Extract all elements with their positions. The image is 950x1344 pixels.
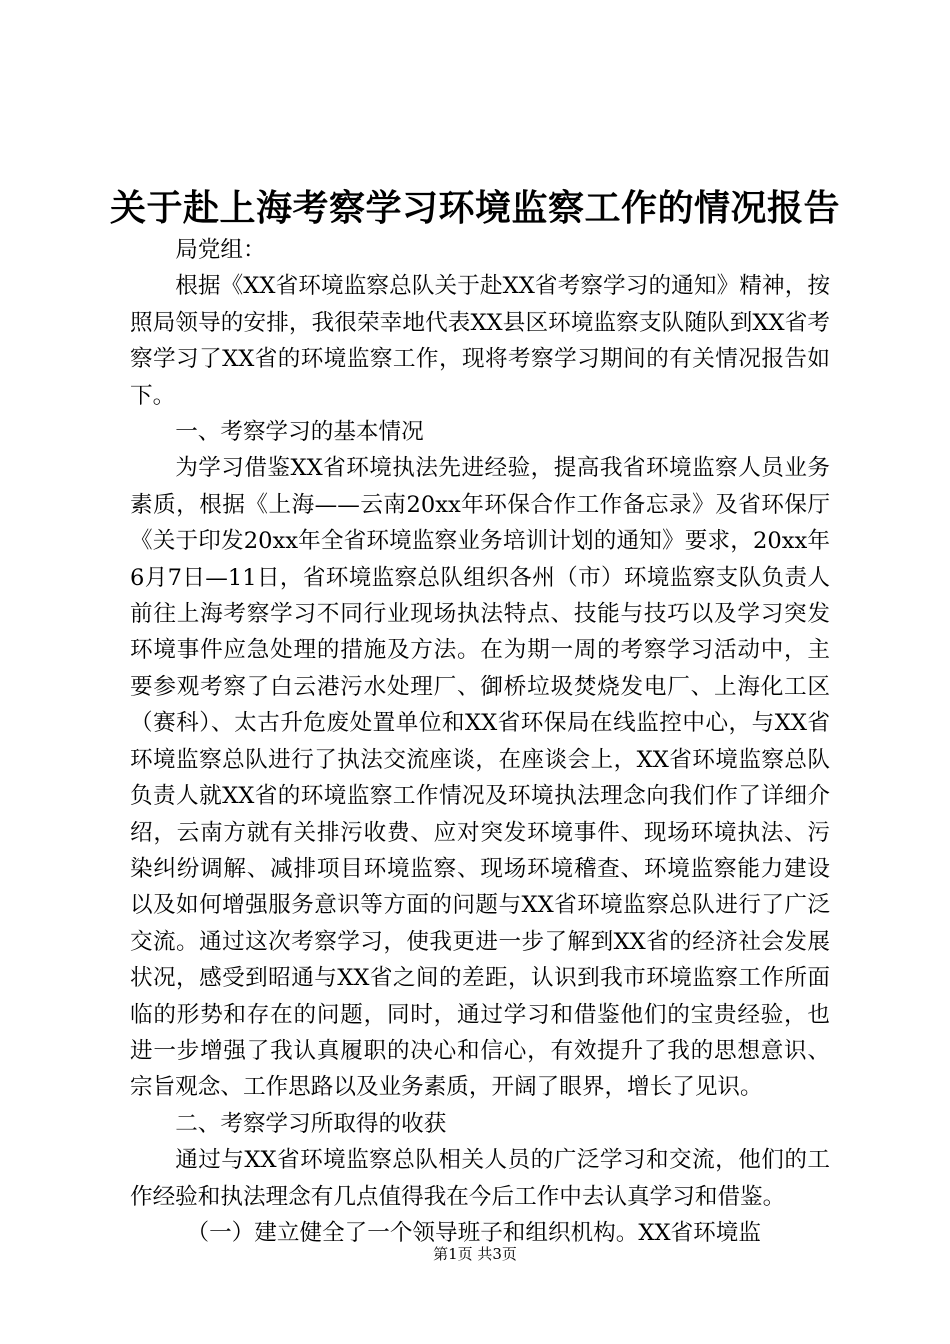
document-body [130,232,830,1251]
section-1-paragraph: 为学习借鉴XX省环境执法先进经验，提高我省环境监察人员业务素质，根据《上海——云南20xx年环保合作工作备忘录》及省环保厅《关于印发20xx年全省环境监察业务培训计划的通知》要求，20xx年6月7日—11日，省环境监察总队组织各州（市）环境监察支队负责人前往上海考察学习不同行业现场执法特点、技能与技巧以及学习突发环境事件应急处理的措施及方法。在为期一周的考察学习活动中，主要参观考察了白云港污水处理厂、御桥垃圾焚烧发电厂、上海化工区（赛科）、太古升危废处置单位和XX省环保局在线监控中心，与XX省环境监察总队进行了执法交流座谈，在座谈会上，XX省环境监察总队负责人就XX省的环境监察工作情况及环境执法理念向我们作了详细介绍，云南方就有关排污收费、应对突发环境事件、现场环境执法、污染纠纷调解、减排项目环境监察、现场环境稽查、环境监察能力建设以及如何增强服务意识等方面的问题与XX省环境监察总队进行了广泛交流。通过这次考察学习，使我更进一步了解到XX省的经济社会发展状况，感受到昭通与XX省之间的差距，认识到我市环境监察工作所面临的形势和存在的问题，同时，通过学习和借鉴他们的宝贵经验，也进一步增强了我认真履职的决心和信心，有效提升了我的思想意识、宗旨观念、工作思路以及业务素质，开阔了眼界，增长了见识。 [130,455,830,1101]
section-heading-1: 一、考察学习的基本情况 [175,419,424,446]
subsection-1-paragraph: （一）建立健全了一个领导班子和组织机构。XX省环境监 [186,1219,761,1246]
section-heading-2: 二、考察学习所取得的收获 [175,1110,447,1137]
document-title: 关于赴上海考察学习环境监察工作的情况报告 [109,187,840,229]
section-2-paragraph: 通过与XX省环境监察总队相关人员的广泛学习和交流，他们的工作经验和执法理念有几点值得我在今后工作中去认真学习和借鉴。 [130,1147,830,1210]
salutation: 局党组： [175,237,266,263]
intro-paragraph: 根据《XX省环境监察总队关于赴XX省考察学习的通知》精神，按照局领导的安排，我很荣幸地代表XX县区环境监察支队随队到XX省考察学习了XX省的环境监察工作，现将考察学习期间的有关情况报告如下。 [130,273,830,409]
page-number: 第1页 共3页 [433,1245,517,1263]
